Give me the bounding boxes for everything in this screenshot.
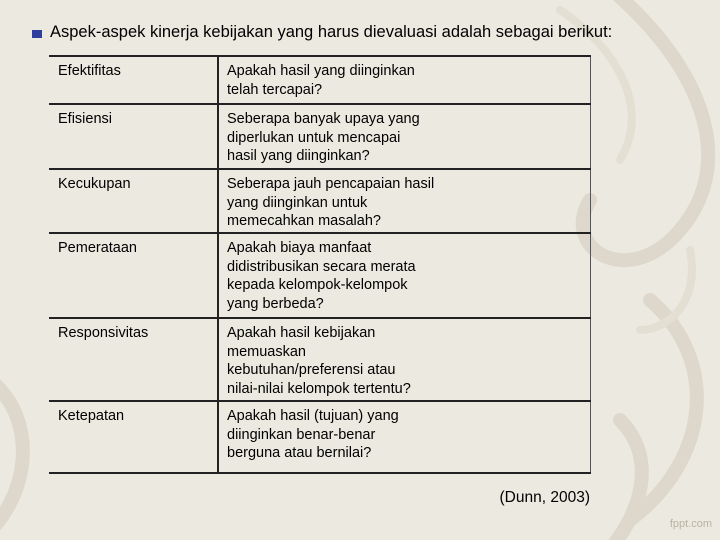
aspect-cell: Efisiensi <box>49 105 219 168</box>
heading-text: Aspek-aspek kinerja kebijakan yang harus dievaluasi adalah sebagai berikut: <box>50 23 613 41</box>
brand-watermark: fppt.com <box>669 518 712 530</box>
table-row <box>49 319 591 402</box>
aspect-cell: Pemerataan <box>49 234 219 317</box>
question-cell: Seberapa jauh pencapaian hasil yang diinginkan untuk memecahkan masalah? <box>219 170 591 232</box>
table-row <box>49 105 591 170</box>
aspect-cell: Responsivitas <box>49 319 219 400</box>
table-row <box>49 170 591 234</box>
question-cell: Apakah biaya manfaat didistribusikan secara merata kepada kelompok-kelompok yang berbeda? <box>219 234 591 317</box>
question-cell: Apakah hasil yang diinginkan telah tercapai? <box>219 57 591 103</box>
citation: (Dunn, 2003) <box>499 489 590 506</box>
table-row <box>49 57 591 105</box>
question-cell: Apakah hasil kebijakan memuaskan kebutuhan/preferensi atau nilai-nilai kelompok tertentu? <box>219 319 591 400</box>
square-bullet-icon <box>32 30 42 38</box>
question-cell: Apakah hasil (tujuan) yang diinginkan benar-benar berguna atau bernilai? <box>219 402 591 472</box>
slide-heading <box>32 23 612 42</box>
aspect-cell: Efektifitas <box>49 57 219 103</box>
table-row <box>49 234 591 319</box>
question-cell: Seberapa banyak upaya yang diperlukan untuk mencapai hasil yang diinginkan? <box>219 105 591 168</box>
table-row <box>49 402 591 474</box>
aspect-cell: Kecukupan <box>49 170 219 232</box>
aspect-cell: Ketepatan <box>49 402 219 472</box>
evaluation-aspects-table <box>49 55 591 474</box>
